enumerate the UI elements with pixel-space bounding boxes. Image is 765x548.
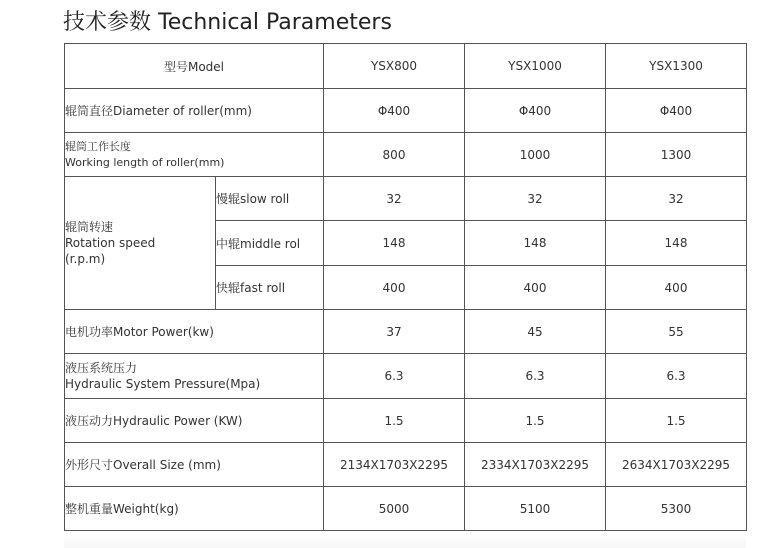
- motor-power-value: 37: [324, 310, 465, 354]
- middle-roll-value: 148: [606, 221, 747, 266]
- rotation-speed-label-unit: (r.p.m): [65, 252, 106, 266]
- rotation-speed-label-cn: 辊筒转速: [65, 220, 114, 234]
- slow-roll-value: 32: [465, 177, 606, 221]
- motor-power-value: 55: [606, 310, 747, 354]
- table-row-weight: [65, 487, 747, 531]
- overall-size-value: 2634X1703X2295: [606, 443, 747, 487]
- working-length-label-en: Working length of roller(mm): [65, 155, 225, 169]
- weight-label: 整机重量Weight(kg): [65, 487, 324, 531]
- diameter-label: 辊筒直径Diameter of roller(mm): [65, 89, 324, 133]
- weight-value: 5300: [606, 487, 747, 531]
- hydraulic-power-value: 1.5: [606, 399, 747, 443]
- table-row-overall-size: [65, 443, 747, 487]
- table-row-hydraulic-pressure: [65, 354, 747, 399]
- motor-power-label: 电机功率Motor Power(kw): [65, 310, 324, 354]
- overall-size-value: 2334X1703X2295: [465, 443, 606, 487]
- working-length-value: 800: [324, 133, 465, 177]
- overall-size-value: 2134X1703X2295: [324, 443, 465, 487]
- model-name: YSX800: [324, 44, 465, 89]
- hydraulic-pressure-value: 6.3: [606, 354, 747, 399]
- diameter-value: Φ400: [465, 89, 606, 133]
- overall-size-label: 外形尺寸Overall Size (mm): [65, 443, 324, 487]
- fast-roll-label: 快辊fast roll: [216, 266, 324, 310]
- motor-power-value: 45: [465, 310, 606, 354]
- working-length-value: 1300: [606, 133, 747, 177]
- rotation-speed-label-en: Rotation speed: [65, 236, 156, 250]
- working-length-label: [65, 133, 324, 177]
- slow-roll-value: 32: [324, 177, 465, 221]
- table-row-slow-roll: [65, 177, 747, 221]
- table-row-diameter: [65, 89, 747, 133]
- model-name: YSX1000: [465, 44, 606, 89]
- hydraulic-pressure-label: [65, 354, 324, 399]
- hydraulic-power-label: 液压动力Hydraulic Power (KW): [65, 399, 324, 443]
- middle-roll-value: 148: [465, 221, 606, 266]
- technical-parameters-table: [64, 43, 747, 531]
- table-row-working-length: [65, 133, 747, 177]
- fast-roll-value: 400: [606, 266, 747, 310]
- page-title: 技术参数 Technical Parameters: [63, 10, 392, 35]
- diameter-value: Φ400: [606, 89, 747, 133]
- slow-roll-label: 慢辊slow roll: [216, 177, 324, 221]
- working-length-value: 1000: [465, 133, 606, 177]
- weight-value: 5000: [324, 487, 465, 531]
- hydraulic-power-value: 1.5: [324, 399, 465, 443]
- diameter-value: Φ400: [324, 89, 465, 133]
- middle-roll-value: 148: [324, 221, 465, 266]
- table-row-motor-power: [65, 310, 747, 354]
- model-name: YSX1300: [606, 44, 747, 89]
- fast-roll-value: 400: [465, 266, 606, 310]
- table-row-header: [65, 44, 747, 89]
- hydraulic-pressure-label-en: Hydraulic System Pressure(Mpa): [65, 377, 261, 391]
- fast-roll-value: 400: [324, 266, 465, 310]
- slow-roll-value: 32: [606, 177, 747, 221]
- hydraulic-pressure-value: 6.3: [465, 354, 606, 399]
- hydraulic-pressure-label-cn: 液压系统压力: [65, 361, 138, 375]
- bottom-shadow: [64, 532, 746, 548]
- table-row-hydraulic-power: [65, 399, 747, 443]
- hydraulic-power-value: 1.5: [465, 399, 606, 443]
- model-header-label: 型号Model: [65, 44, 324, 89]
- weight-value: 5100: [465, 487, 606, 531]
- hydraulic-pressure-value: 6.3: [324, 354, 465, 399]
- rotation-speed-label: [65, 177, 216, 310]
- working-length-label-cn: 辊筒工作长度: [65, 139, 131, 153]
- middle-roll-label: 中辊middle rol: [216, 221, 324, 266]
